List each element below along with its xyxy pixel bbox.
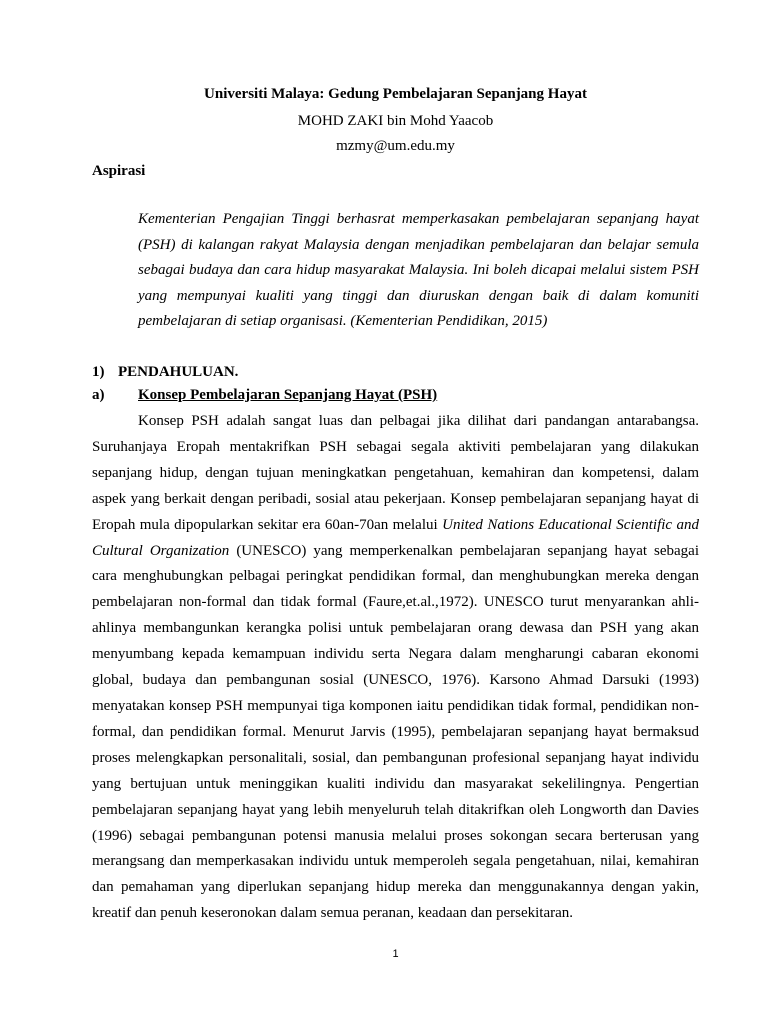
aspirasi-heading: Aspirasi [92,163,146,179]
document-page [92,0,699,1024]
subsection-letter: a) [92,387,105,403]
section-title: PENDAHULUAN. [118,364,239,380]
paragraph-text-part1: Konsep PSH adalah sangat luas dan pelbagai jika dilihat dari pandangan antarabangsa. Suruhanjaya Eropah mentakrifkan PSH sebagai segala aktiviti pembelajaran yang dilakukan sepanjang hidup, dengan tujuan meningkatkan pengetahuan, kemahiran dan kompetensi, dalam aspek yang berkait dengan peribadi, sosial atau pekerjaan. Konsep pembelajaran sepanjang hayat di Eropah mula dipopularkan sekitar era 60an-70an melalui [92,413,699,533]
section-heading [92,364,238,381]
subsection-title: Konsep Pembelajaran Sepanjang Hayat (PSH) [138,387,438,403]
subsection-heading [92,387,437,404]
author-name: MOHD ZAKI bin Mohd Yaacob [297,113,494,129]
document-title: Universiti Malaya: Gedung Pembelajaran Sepanjang Hayat [204,86,587,102]
author-email: mzmy@um.edu.my [336,138,455,154]
aspirasi-quote: Kementerian Pengajian Tinggi berhasrat memperkasakan pembelajaran sepanjang hayat (PSH) di kalangan rakyat Malaysia dengan menjadikan pembelajaran dan belajar semula sebagai budaya dan cara hidup masyarakat Malaysia. Ini boleh dicapai melalui sistem PSH yang mempunyai kualiti yang tinggi dan diuruskan dengan baik di dalam komuniti pembelajaran di setiap organisasi. (Kementerian Pendidikan, 2015) [138,211,699,330]
paragraph-italic-org: United Nations Educational Scientific and Cultural Organization [92,516,699,559]
body-paragraph [92,409,699,927]
page-number: 1 [392,948,399,960]
section-number: 1) [92,364,105,380]
paragraph-text-part2: (UNESCO) yang memperkenalkan pembelajaran sepanjang hayat sebagai cara menghubungkan pelbagai peringkat pendidikan formal, dan menghubungkan mereka dengan pembelajaran non-formal dan tidak formal (Faure,et.al.,1972). UNESCO turut menyarankan ahli-ahlinya membangunkan kerangka polisi untuk pembelajaran orang dewasa dan PSH yang akan menyumbang kepada kemampuan individu serta Negara dalam mengharungi cabaran ekonomi global, budaya dan pembangunan sosial (UNESCO, 1976). Karsono Ahmad Darsuki (1993) menyatakan konsep PSH mempunyai tiga komponen iaitu pendidikan tidak formal, pendidikan non-formal, dan pendidikan formal. Menurut Jarvis (1995), pembelajaran sepanjang hayat bermaksud proses melengkapkan personalitali, sosial, dan pembangunan profesional sepanjang hayat individu yang bertujuan untuk meninggikan kualiti individu dan masyarakat sekelilingnya. Pengertian pembelajaran sepanjang hayat yang lebih menyeluruh telah ditakrifkan oleh Longworth dan Davies (1996) sebagai pembangunan potensi manusia melalui proses sokongan secara berterusan yang merangsang dan memperkasakan individu untuk memperoleh segala pengetahuan, nilai, kemahiran dan pemahaman yang diperlukan sepanjang hidup mereka dan menggunakannya dengan yakin, kreatif dan penuh keseronokan dalam semua peranan, keadaan dan persekitaran. [92,542,699,922]
